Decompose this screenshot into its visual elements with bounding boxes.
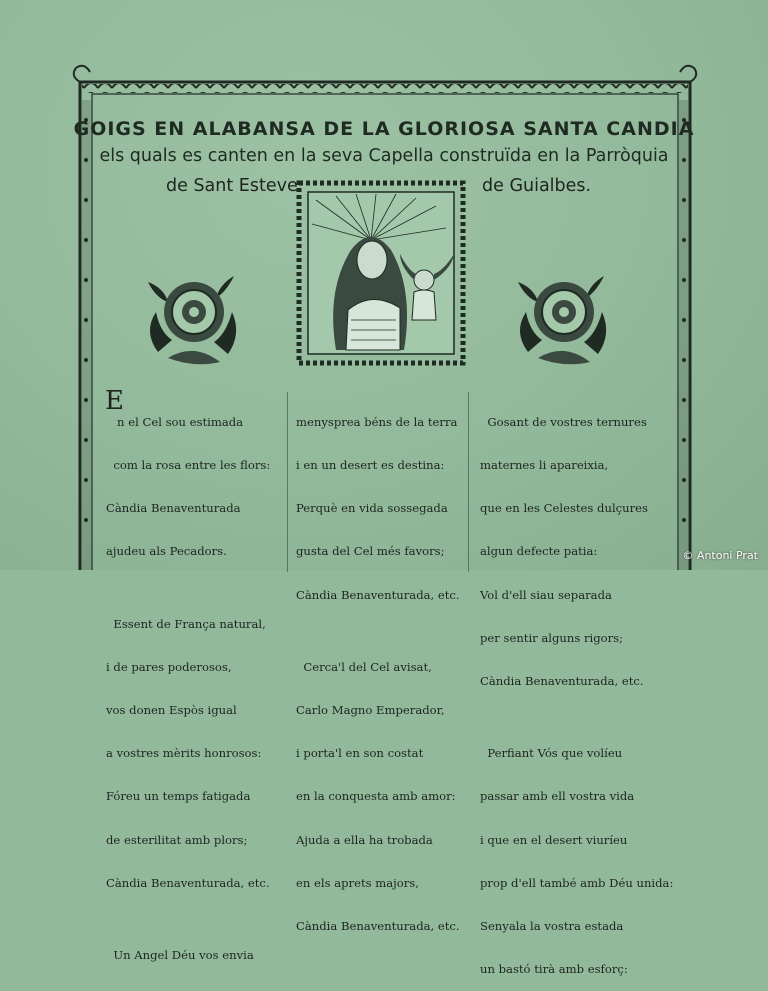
verse-line: Perquè en vida sossegada bbox=[296, 501, 448, 516]
document-title: GOIGS EN ALABANSA DE LA GLORIOSA SANTA CANDIA bbox=[73, 118, 695, 140]
verse-line: gusta del Cel més favors; bbox=[296, 544, 445, 559]
verse-column-2 bbox=[296, 386, 460, 948]
verse-line: Fóreu un temps fatigada bbox=[106, 789, 251, 804]
verse-line: Cerca'l del Cel avisat, bbox=[296, 659, 432, 674]
verse-line: Ajuda a ella ha trobada bbox=[296, 832, 433, 847]
verse-line: de esterilitat amb plors; bbox=[106, 832, 248, 847]
verse-line: maternes li apareixia, bbox=[480, 458, 609, 473]
photo-credit: © Antoni Prat bbox=[682, 549, 758, 562]
document-subtitle: els quals es canten en la seva Capella construïda en la Parròquia bbox=[99, 146, 669, 166]
verse-line: en la conquesta amb amor: bbox=[296, 789, 456, 804]
verse-line: vos donen Espòs igual bbox=[106, 702, 237, 717]
verse-column-1 bbox=[106, 386, 270, 977]
verse-line: Càndia Benaventurada, etc. bbox=[480, 674, 644, 689]
verse-line: n el Cel sou estimada bbox=[106, 414, 244, 429]
column-divider-1 bbox=[287, 392, 288, 572]
subtitle-line3-left: de Sant Esteve bbox=[166, 176, 298, 196]
verse-line: per sentir alguns rigors; bbox=[480, 630, 624, 645]
verse-line: Carlo Magno Emperador, bbox=[296, 702, 445, 717]
verse-line: i porta'l en son costat bbox=[296, 746, 424, 761]
verse-line: prop d'ell també amb Déu unida: bbox=[480, 875, 674, 890]
verse-line: menysprea béns de la terra bbox=[296, 414, 458, 429]
verse-column-3 bbox=[480, 386, 673, 991]
verse-line: Càndia Benaventurada, etc. bbox=[106, 875, 270, 890]
verse-line: passar amb ell vostra vida bbox=[480, 789, 635, 804]
verse-line: Senyala la vostra estada bbox=[480, 919, 624, 934]
verse-line: Vol d'ell siau separada bbox=[480, 587, 612, 602]
verse-line: que en les Celestes dulçures bbox=[480, 501, 648, 516]
drop-cap: E bbox=[105, 386, 124, 416]
rose-ornament-right bbox=[508, 262, 618, 374]
verse-line: un bastó tirà amb esforç: bbox=[480, 962, 628, 977]
saint-engraving bbox=[296, 180, 466, 366]
verse-line: Essent de França natural, bbox=[106, 616, 266, 631]
verse-line: algun defecte patia: bbox=[480, 544, 598, 559]
verse-line: i de pares poderosos, bbox=[106, 659, 232, 674]
verse-line: i que en el desert viuríeu bbox=[480, 832, 628, 847]
column-divider-2 bbox=[468, 392, 469, 572]
verse-line: Un Angel Déu vos envia bbox=[106, 947, 254, 962]
verse-line: i en un desert es destina: bbox=[296, 458, 445, 473]
verse-line: Càndia Benaventurada, etc. bbox=[296, 919, 460, 934]
verse-line: Gosant de vostres ternures bbox=[480, 414, 647, 429]
subtitle-line3-right: de Guialbes. bbox=[482, 176, 592, 196]
verse-line: ajudeu als Pecadors. bbox=[106, 544, 227, 559]
verse-line: a vostres mèrits honrosos: bbox=[106, 746, 262, 761]
rose-ornament-left bbox=[138, 262, 248, 374]
verse-line: Càndia Benaventurada bbox=[106, 501, 241, 516]
verse-line: Perfiant Vós que volíeu bbox=[480, 746, 623, 761]
verse-line: en els aprets majors, bbox=[296, 875, 419, 890]
verse-line: com la rosa entre les flors: bbox=[106, 458, 271, 473]
verse-line: Càndia Benaventurada, etc. bbox=[296, 587, 460, 602]
